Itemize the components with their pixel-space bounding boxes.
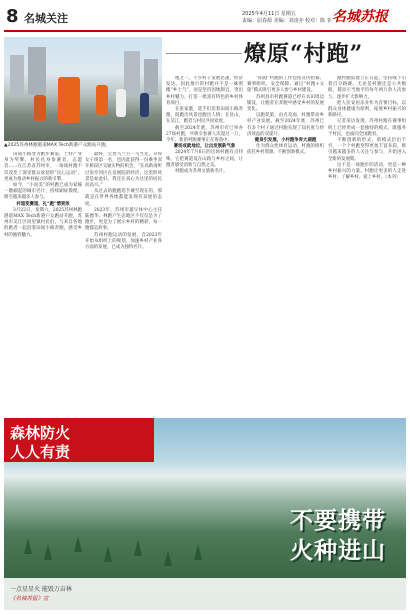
headline: 燎原“村跑” (244, 41, 364, 67)
paragraph: 不断创新的形式，新模式层出不穷，一个个村跑变得更加丰富多彩，吸引越来越多的人关注与参与，开始进入全新的发展期。 (328, 138, 406, 162)
subheading: 村道变赛道，礼“跑”情更浓 (16, 201, 70, 207)
paragraph: 记者采访发现，苏州村跑在赛事组织上已经形成一套独特的模式，既服务于村民，也面向全国跑者。 (328, 119, 406, 137)
section-title: 名城关注 (24, 12, 68, 25)
fire-prevention-ad (4, 418, 406, 610)
paragraph: 地之一。不少村子发展迅速，经济发达。因此推行的村跑并不是一味照搬“乡土气”，而是坚持因地制宜，突出乡村魅力，打造一批富有特色的乡村体育项目。 (166, 76, 243, 106)
paragraph: 村跑成为苏州文旅新名片。 (175, 169, 228, 175)
subheading: 健身引发展，小村跑争奔大湖跑 (254, 138, 317, 144)
column-right-2 (247, 76, 324, 414)
paragraph: 在张家港，选手们沿着田间小路奔跑，既跑出风景也跑出人情；在昆山，在吴江，跑者与村民共同欢度。 (166, 107, 243, 125)
paragraph: 以跑促旅，由点及面，村跑带动乡村产业发展。截至2024年底，苏州已有多个村子通过村跑实现了知名度与经济效益的双提升。 (247, 113, 324, 137)
paragraph: “阳澄”村跑的工作包括宣传招募、赛事组织、安全保障，通过“村跑+文旅”模式吸引更多人参与乡村建设。 (247, 76, 324, 94)
page-header (0, 0, 410, 34)
paragraph: 田间小路变为跑步赛道，土特产变身为奖牌，村民化身参赛者，志愿者……在江苏省苏州市，一场场村跑不仅改变了深受群众欢迎的“民心运动”，更成为推动乡村振兴的新引擎。 (4, 152, 82, 182)
paragraph: 苏州村跑运动的发展，自2023年开始从组织上的规划，加速乡村产业各方面的发展，已成为独特名片。 (85, 232, 162, 251)
paragraph: 2024年7月6日的这场村跑有点特殊，它把赛道设在山路与乡村之间，让跑者感受清新与自然之美。 (166, 150, 243, 168)
column-left (4, 152, 82, 414)
paragraph: 2023年，苏州市最早体中心主任陆德华。林跑产生态地区不仅仅是为了跑步，更是为了展示乡村的精彩，每一跑都是故事。 (85, 207, 162, 232)
header-rule (4, 30, 406, 32)
date-line: 2025年4月11日 星期五 (242, 11, 296, 17)
headline-deco-line (166, 53, 242, 54)
running-photo (4, 37, 162, 141)
newspaper-logo: 名城苏报 (332, 9, 388, 25)
ad-headline-line-2: 火种进山 (290, 538, 386, 564)
paragraph: 截至2024年底，苏州市有已举办27场村跑，共吸引参赛人次超过一万，今年，新的村跑赛事正在筹备中。 (166, 125, 243, 144)
paragraph: 苏州县市村跑赛道已经在农田周边铺设，让跑者在奔跑中感受乡村的发展变化。 (247, 94, 324, 113)
column-far-right (328, 76, 406, 414)
ad-red-line-1: 森林防火 (10, 424, 71, 442)
paragraph: 这不是一场跑步的活动，更是一种乡村振兴的力量。村跑让更多的人走进乡村、了解乡村、爱上乡村。（本刊） (328, 162, 406, 181)
paragraph: 最终，宝贵马兰公一马当先，夺得女子组第一名，也因此获得一份乘坐双开桥段区交通实物的机会，“在高新岗听过说亭河区在发展院的经济，这里的风景是如此好。我还在真心为这里的居民而高兴。” (85, 152, 162, 189)
ad-slogan: 一点星星火 能毁万亩林 (10, 586, 72, 593)
paragraph: 作为群众性体育运动，村跑的组织依托乡村资源，不断创新模式。 (247, 144, 324, 156)
photo-caption: ▲2025苏州林跑港道MAX Tech新港户众跑站开跑。 (4, 143, 111, 148)
ad-red-line-2: 人人有责 (10, 443, 71, 461)
paragraph: 跑村跑前建立正日起，坚持线下引着百分路赛。无论是村跑还是公共数据，都显示当地平均每年两万余人次参与，逐步扩大影响力。 (328, 76, 406, 100)
editor-line: 责编：屈春源 美编：刘凌亦 校对：陈 菲 (242, 18, 332, 24)
paragraph: 如今，“小而美”的村跑已成为家喻一散颇起的城市名片，持续刷屏摸埋，吸引越来越多人参与。 (4, 183, 82, 201)
column-right-1 (166, 76, 243, 414)
paragraph: 把人民安居乐业作为首要目标，以群众身体健康为原则，拓展乡村振兴的新路径。 (328, 100, 406, 119)
paragraph: 3月22日，星期六，2025苏州林跑港道MAX Tech新港户众跑站开跑，苏州市吴江区同里镇村民们，与来自各地的跑者一起沿着田间小路奔跑，感受乡村的独特魅力。 (4, 207, 82, 238)
ad-footer (4, 578, 406, 610)
ad-red-banner (4, 418, 154, 462)
ad-headline-line-1: 不要携带 (290, 508, 386, 534)
page-number: 8 (6, 6, 19, 27)
ad-publisher: 《名城苏报》宣 (10, 596, 49, 602)
column-mid (85, 152, 162, 414)
subheading: 赛场成就地位，让出发展新气象 (173, 144, 236, 150)
paragraph: 从过去的跑跑选手城至现在的，那就是在世界各地都能发现有发展的态度。 (85, 189, 162, 207)
headline-block (166, 37, 406, 71)
